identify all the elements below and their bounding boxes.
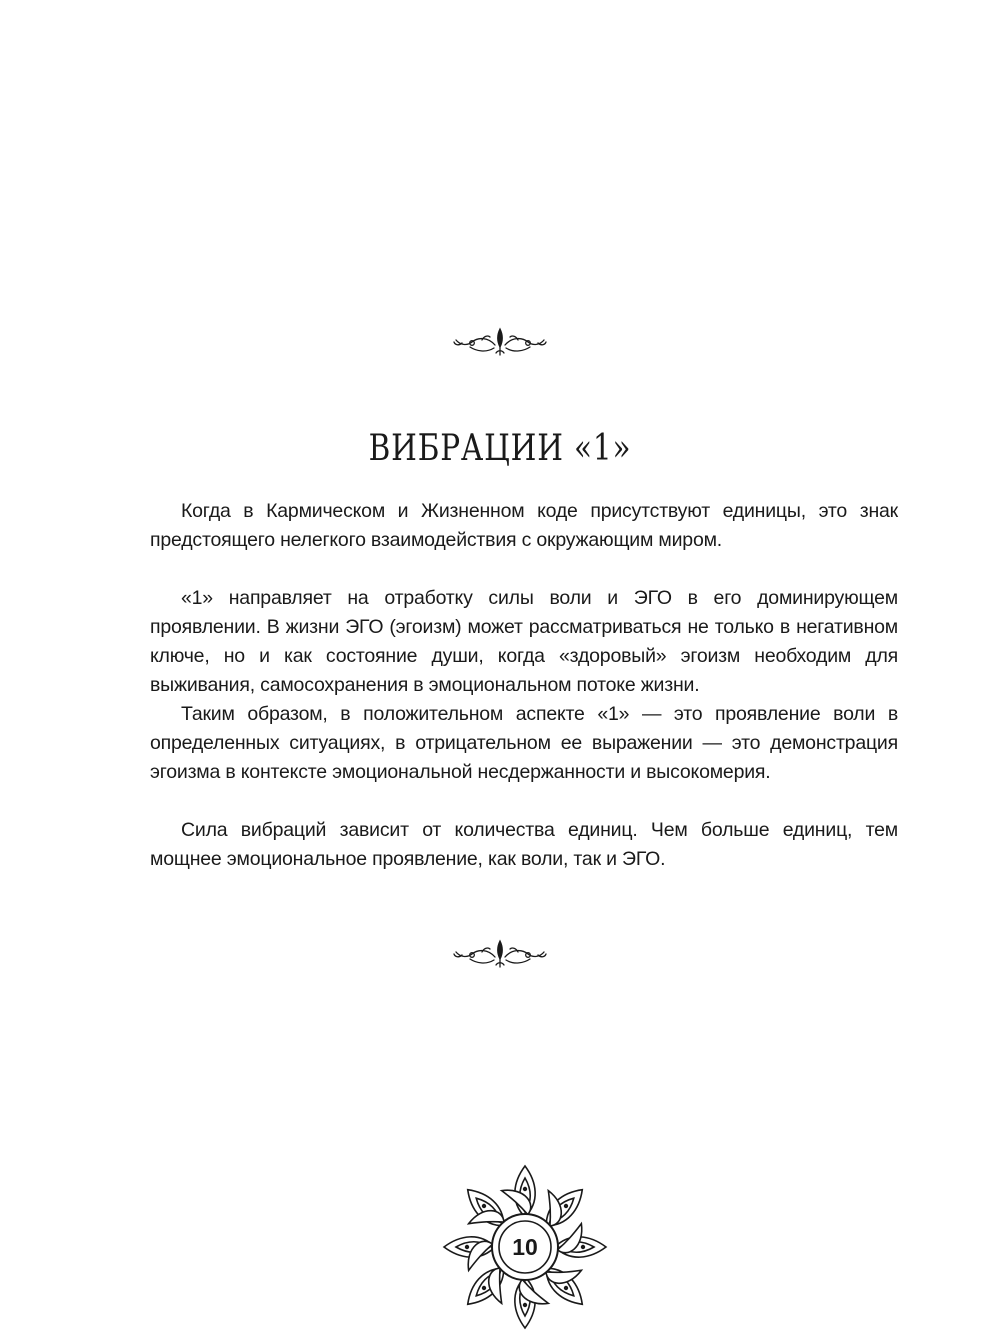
paragraph: Когда в Кармическом и Жизненном коде присутствуют единицы, это знак предстоящего нелегкого взаимодействия с окружающим миром.: [150, 500, 898, 551]
paragraph: «1» направляет на отработку силы воли и ЭГО в его доминирующем проявлении. В жизни ЭГО (эгоизм) может рассматриваться не только в негативном ключе, но и как состояние души, когда «здоровый» эгоизм необходим для выживания, самосохранения в эмоциональном потоке жизни.: [150, 587, 898, 696]
page-number-badge: [440, 1162, 610, 1332]
body-text: [150, 497, 898, 874]
page-number: 10: [512, 1233, 538, 1260]
divider-ornament-top-icon: [452, 323, 548, 359]
paragraph: Таким образом, в положительном аспекте «1» — это проявление воли в определенных ситуациях, в отрицательном ее выражении — это демонстрация эгоизма в контексте эмоциональной несдержанности и высокомерия.: [150, 703, 898, 783]
divider-ornament-bottom-icon: [452, 935, 548, 971]
paragraph: Сила вибраций зависит от количества единиц. Чем больше единиц, тем мощнее эмоциональное проявление, как воли, так и ЭГО.: [150, 819, 898, 870]
page-title: ВИБРАЦИИ «1»: [368, 428, 632, 469]
